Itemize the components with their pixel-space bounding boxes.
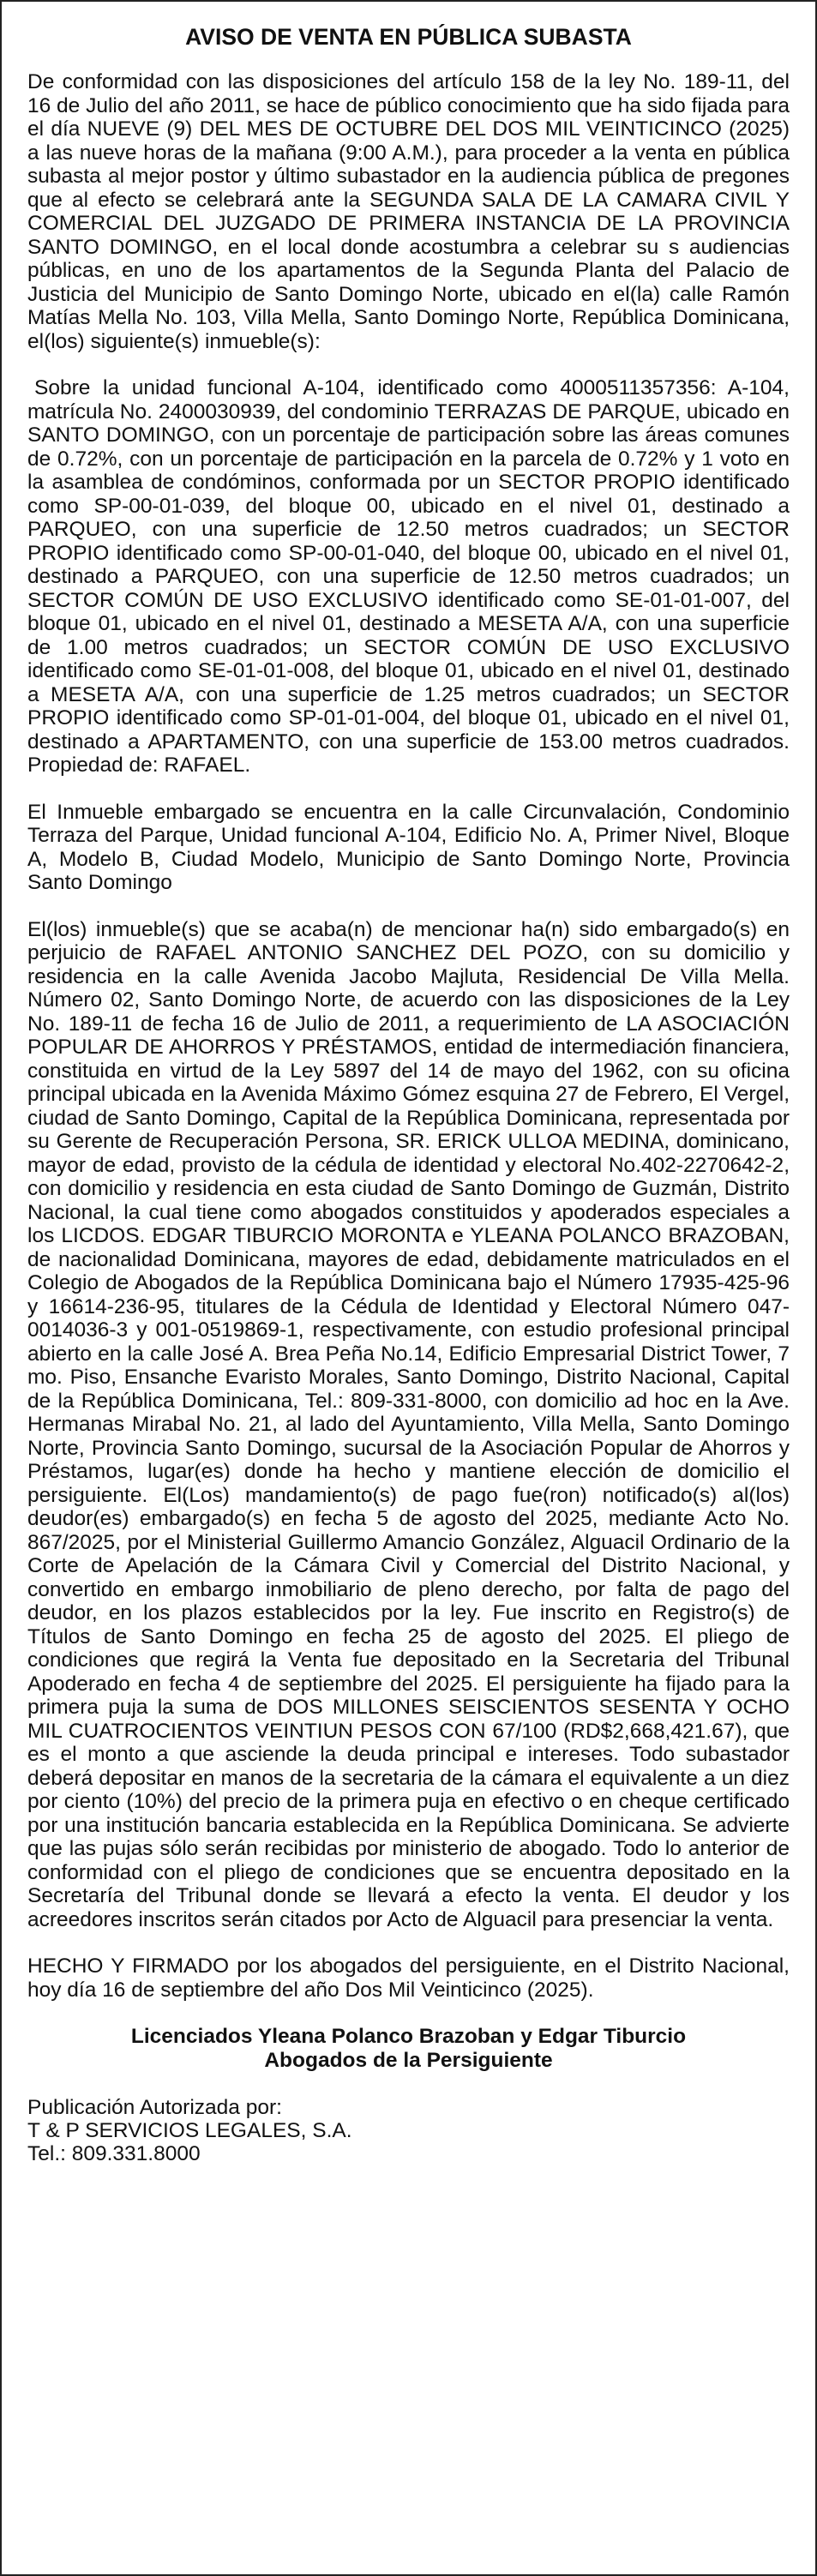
signers-role: Abogados de la Persiguiente [264,2049,553,2072]
notice-title: AVISO DE VENTA EN PÚBLICA SUBASTA [185,24,632,50]
signers-block [27,2025,790,2073]
paragraph-seizure-details: El(los) inmueble(s) que se acaba(n) de mencionar ha(n) sido embargado(s) en perjuicio de RAFAEL ANTONIO SANCHEZ DEL POZO, con su domicilio y residencia en la calle Avenida Jacobo Majluta, Residencial De Villa Mella. Número 02, Santo Domingo Norte, de acuerdo con las disposiciones de la Ley No. 189-11 de fecha 16 de Julio de 2011, a requerimiento de LA ASOCIACIÓN POPULAR DE AHORROS Y PRÉSTAMOS, entidad de intermediación financiera, constituida en virtud de la Ley 5897 del 14 de mayo del 1962, con su oficina principal ubicada en la Avenida Máximo Gómez esquina 27 de Febrero, El Vergel, ciudad de Santo Domingo, Capital de la República Dominicana, representada por su Gerente de Recuperación Persona, SR. ERICK ULLOA MEDINA, dominicano, mayor de edad, provisto de la cédula de identidad y electoral No.402-2270642-2, con domicilio y residencia en esta ciudad de Santo Domingo de Guzmán, Distrito Nacional, la cual tiene como abogados constituidos y apoderados especiales a los LICDOS. EDGAR TIBURCIO MORONTA e YLEANA POLANCO BRAZOBAN, de nacionalidad Dominicana, mayores de edad, debidamente matriculados en el Colegio de Abogados de la República Dominicana bajo el Número 17935-425-96 y 16614-236-95, titulares de la Cédula de Identidad y Electoral Número 047-0014036-3 y 001-0519869-1, respectivamente, con estudio profesional principal abierto en la calle José A. Brea Peña No.14, Edificio Empresarial District Tower, 7 mo. Piso, Ensanche Evaristo Morales, Santo Domingo, Distrito Nacional, Capital de la República Dominicana, Tel.: 809-331-8000, con domicilio ad hoc en la Ave. Hermanas Mirabal No. 21, al lado del Ayuntamiento, Villa Mella, Santo Domingo Norte, Provincia Santo Domingo, sucursal de la Asociación Popular de Ahorros y Préstamos, lugar(es) donde ha hecho y mantiene elección de domicilio el persiguiente. El(Los) mandamiento(s) de pago fue(ron) notificado(s) al(los) deudor(es) embargado(s) en fecha 5 de agosto del 2025, mediante Acto No. 867/2025, por el Ministerial Guillermo Amancio González, Alguacil Ordinario de la Corte de Apelación de la Cámara Civil y Comercial del Distrito Nacional, y convertido en embargo inmobiliario de pleno derecho, por falta de pago del deudor, en los plazos establecidos por la ley. Fue inscrito en Registro(s) de Títulos de Santo Domingo en fecha 25 de agosto del 2025. El pliego de condiciones que regirá la Venta fue depositado en la Secretaria del Tribunal Apoderado en fecha 4 de septiembre del 2025. El persiguiente ha fijado para la primera puja la suma de DOS MILLONES SEISCIENTOS SESENTA Y OCHO MIL CUATROCIENTOS VEINTIUN PESOS CON 67/100 (RD$2,668,421.67), que es el monto a que asciende la deuda principal e intereses. Todo subastador deberá depositar en manos de la secretaria de la cámara el equivalente a un diez por ciento (10%) del precio de la primera puja en efectivo o en cheque certificado por una institución bancaria establecida en la República Dominicana. Se advierte que las pujas sólo serán recibidas por ministerio de abogado. Todo lo anterior de conformidad con el pliego de condiciones que se encuentra depositado en la Secretaría del Tribunal donde se llevará a efecto la venta. El deudor y los acreedores inscritos serán citados por Acto de Alguacil para presenciar la venta. [27,917,790,1931]
publication-block [27,2096,790,2165]
publication-company: T & P SERVICIOS LEGALES, S.A. [27,2119,352,2142]
signers-names: Licenciados Yleana Polanco Brazoban y Edgar Tiburcio [130,2025,687,2048]
paragraph-auction-date: De conformidad con las disposiciones del artículo 158 de la ley No. 189-11, del 16 de Julio del año 2011, se hace de público conocimiento que ha sido fijada para el día NUEVE (9) DEL MES DE OCTUBRE DEL DOS MIL VEINTICINCO (2025) a las nueve horas de la mañana (9:00 A.M.), para proceder a la venta en pública subasta al mejor postor y último subastador en la audiencia pública de pregones que al efecto se celebrará ante la SEGUNDA SALA DE LA CAMARA CIVIL Y COMERCIAL DEL JUZGADO DE PRIMERA INSTANCIA DE LA PROVINCIA SANTO DOMINGO, en el local donde acostumbra a celebrar su s audiencias públicas, en uno de los apartamentos de la Segunda Planta del Palacio de Justicia del Municipio de Santo Domingo Norte, ubicado en el(la) calle Ramón Matías Mella No. 103, Villa Mella, Santo Domingo Norte, República Dominicana, el(los) siguiente(s) inmueble(s): [27,70,790,353]
paragraph-property-location: El Inmueble embargado se encuentra en la calle Circunvalación, Condominio Terraza del Parque, Unidad funcional A-104, Edificio No. A, Primer Nivel, Bloque A, Modelo B, Ciudad Modelo, Municipio de Santo Domingo Norte, Provincia Santo Domingo [27,800,790,894]
paragraph-signed: HECHO Y FIRMADO por los abogados del persiguiente, en el Distrito Nacional, hoy día 16 de septiembre del año Dos Mil Veinticinco (2025). [27,1955,790,2002]
paragraph-property-description: Sobre la unidad funcional A-104, identificado como 4000511357356: A-104, matrícula No. 2400030939, del condominio TERRAZAS DE PARQUE, ubicado en SANTO DOMINGO, con un porcentaje de participación sobre las áreas comunes de 0.72%, con un porcentaje de participación en la parcela de 0.72% y 1 voto en la asamblea de condóminos, conformada por un SECTOR PROPIO identificado como SP-00-01-039, del bloque 00, ubicado en el nivel 01, destinado a PARQUEO, con una superficie de 12.50 metros cuadrados; un SECTOR PROPIO identificado como SP-00-01-040, del bloque 00, ubicado en el nivel 01, destinado a PARQUEO, con una superficie de 12.50 metros cuadrados; un SECTOR COMÚN DE USO EXCLUSIVO identificado como SE-01-01-007, del bloque 01, ubicado en el nivel 01, destinado a MESETA A/A, con una superficie de 1.00 metros cuadrados; un SECTOR COMÚN DE USO EXCLUSIVO identificado como SE-01-01-008, del bloque 01, ubicado en el nivel 01, destinado a MESETA A/A, con una superficie de 1.25 metros cuadrados; un SECTOR PROPIO identificado como SP-01-01-004, del bloque 01, ubicado en el nivel 01, destinado a APARTAMENTO, con una superficie de 153.00 metros cuadrados. Propiedad de: RAFAEL. [27,376,790,777]
publication-phone: Tel.: 809.331.8000 [27,2142,201,2165]
publication-authorized-label: Publicación Autorizada por: [27,2096,282,2119]
